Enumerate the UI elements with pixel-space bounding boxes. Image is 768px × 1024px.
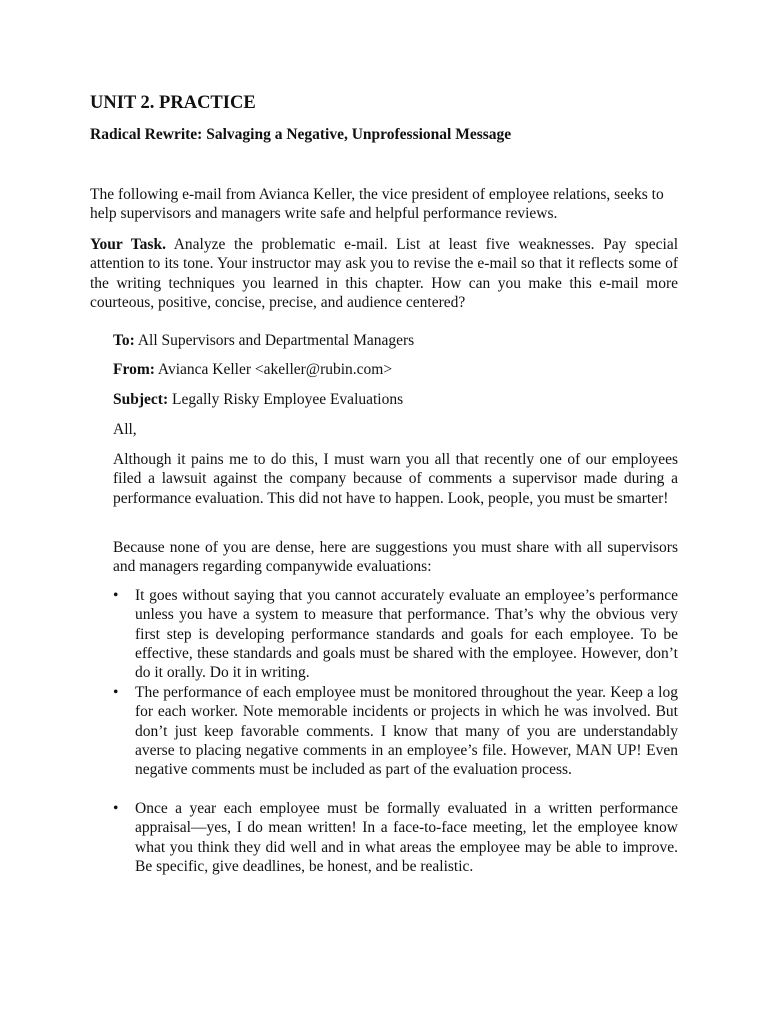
email-paragraph-1: Although it pains me to do this, I must warn you all that recently one of our employees filed a lawsuit against the company because of comments a supervisor made during a performance evaluation. This did not have to happen. Look, people, you must be smarter!: [113, 451, 678, 507]
email-from-line: [113, 360, 392, 379]
task-label: Your Task.: [90, 236, 166, 253]
intro-paragraph: The following e-mail from Avianca Keller, the vice president of employee relations, seeks to help supervisors and managers write safe and helpful performance reviews.: [90, 186, 664, 223]
exercise-subtitle: Radical Rewrite: Salvaging a Negative, Unprofessional Message: [90, 126, 512, 143]
list-item-text: Once a year each employee must be formally evaluated in a written performance appraisal—yes, I do mean written! In a face-to-face meeting, let the employee know what you think they did well and in what areas the employee may be able to improve. Be specific, give deadlines, be honest, and be realistic.: [135, 800, 678, 875]
email-to-line: [113, 331, 414, 350]
list-item-text: The performance of each employee must be monitored throughout the year. Keep a log for each worker. Note memorable incidents or projects in which he was involved. But don’t just keep favorable comments. I know that many of you are understandably averse to placing negative comments in an employee’s file. However, MAN UP! Even negative comments must be included as part of the evaluation process.: [135, 684, 678, 779]
to-label: To:: [113, 332, 135, 349]
email-greeting: All,: [113, 421, 137, 438]
task-text: Analyze the problematic e-mail. List at least five weaknesses. Pay special attention to its tone. Your instructor may ask you to revise the e-mail so that it reflects some of the writing techniques you learned in this chapter. How can you make this e-mail more courteous, positive, concise, precise, and audience centered?: [90, 236, 679, 311]
unit-title: UNIT 2. PRACTICE: [90, 93, 256, 113]
email-subject-line: [113, 390, 403, 409]
bullet-icon: •: [113, 684, 119, 701]
list-item-text: It goes without saying that you cannot accurately evaluate an employee’s performance unless you have a system to measure that performance. That’s why the obvious very first step is developing performance standards and goals for each employee. To be effective, these standards and goals must be shared with the employee. However, don’t do it orally. Do it in writing.: [135, 587, 678, 682]
task-paragraph: [90, 235, 678, 312]
from-label: From:: [113, 361, 155, 378]
subject-label: Subject:: [113, 391, 169, 408]
to-value: All Supervisors and Departmental Managers: [134, 332, 415, 349]
subject-value: Legally Risky Employee Evaluations: [168, 391, 404, 408]
bullet-icon: •: [113, 587, 119, 604]
bullet-icon: •: [113, 800, 119, 817]
email-paragraph-2: Because none of you are dense, here are suggestions you must share with all supervisors and managers regarding companywide evaluations:: [113, 539, 678, 576]
from-value: Avianca Keller <akeller@rubin.com>: [154, 361, 393, 378]
